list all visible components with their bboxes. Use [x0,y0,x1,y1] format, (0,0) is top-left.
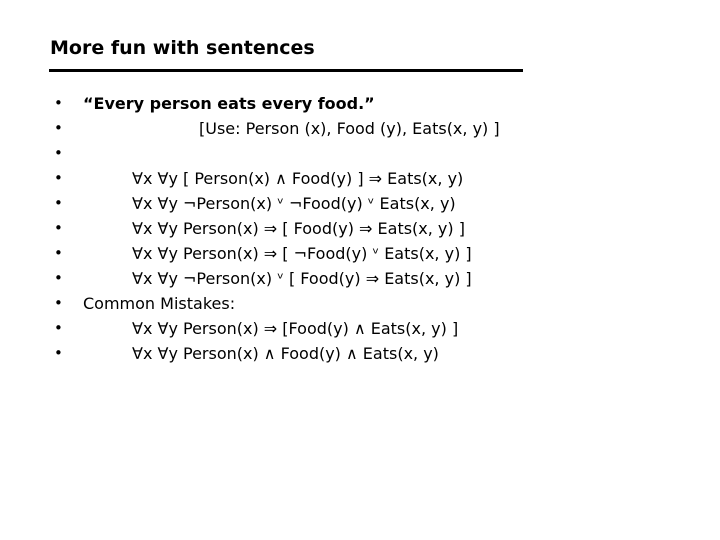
bullet-text: ∀x ∀y Person(x) ∧ Food(y) ∧ Eats(x, y) [132,344,439,363]
bullet-text: [Use: Person (x), Food (y), Eats(x, y) ] [199,119,500,138]
bullet-text: ∀x ∀y Person(x) ⇒ [ ¬Food(y) ᵛ Eats(x, y) ] [132,244,472,263]
bullet-item [0,316,720,341]
bullet-text: “Every person eats every food.” [83,94,375,113]
bullet-marker: • [54,194,63,212]
bullet-text: ∀x ∀y Person(x) ⇒ [ Food(y) ⇒ Eats(x, y) ] [132,219,465,238]
bullet-marker: • [54,144,63,162]
bullet-marker: • [54,269,63,287]
slide-title: More fun with sentences [50,37,315,59]
bullet-text: ∀x ∀y ¬Person(x) ᵛ ¬Food(y) ᵛ Eats(x, y) [132,194,456,213]
bullet-text: ∀x ∀y Person(x) ⇒ [Food(y) ∧ Eats(x, y) ] [132,319,459,338]
bullet-item [0,241,720,266]
bullet-marker: • [54,344,63,362]
bullet-marker: • [54,119,63,137]
bullet-item [0,216,720,241]
bullet-marker: • [54,94,63,112]
bullet-item [0,191,720,216]
bullet-item [0,91,720,116]
bullet-item [0,291,720,316]
bullet-text: Common Mistakes: [83,294,236,313]
bullet-item [0,141,720,166]
bullet-text: ∀x ∀y [ Person(x) ∧ Food(y) ] ⇒ Eats(x, y) [132,169,464,188]
bullet-marker: • [54,319,63,337]
bullet-marker: • [54,169,63,187]
bullet-item [0,341,720,366]
bullet-item [0,116,720,141]
bullet-item [0,166,720,191]
bullet-marker: • [54,244,63,262]
bullet-marker: • [54,294,63,312]
bullet-item [0,266,720,291]
bullet-text: ∀x ∀y ¬Person(x) ᵛ [ Food(y) ⇒ Eats(x, y) ] [132,269,472,288]
bullet-marker: • [54,219,63,237]
bullet-list [0,91,720,366]
title-underline [49,69,523,72]
